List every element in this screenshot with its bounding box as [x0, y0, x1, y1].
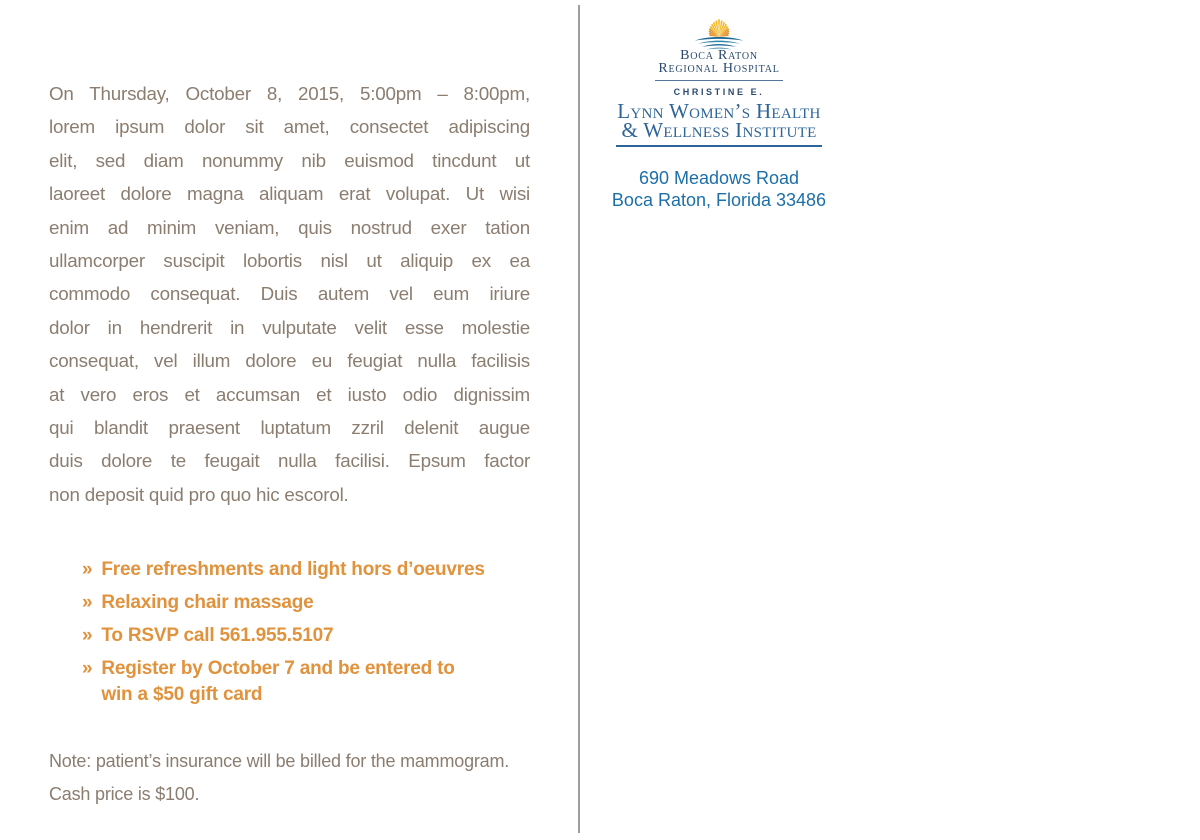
institute-name-line: & Wellness Institute	[621, 118, 817, 142]
message-line: commodo consequat. Duis autem vel eum iriure	[49, 283, 530, 305]
message-line: enim ad minim veniam, quis nostrud exer tation	[49, 216, 530, 238]
message-line: qui blandit praesent luptatum zzril delenit augue	[49, 417, 530, 439]
bullet-item	[82, 590, 485, 616]
logo-subtitle: CHRISTINE E.	[673, 87, 765, 97]
message-line: laoreet dolore magna aliquam erat volupat. Ut wisi	[49, 183, 530, 205]
address-line: Boca Raton, Florida 33486	[611, 189, 827, 210]
wave-shape	[698, 41, 741, 44]
institute-rule	[616, 145, 822, 147]
message-line: elit, sed diam nonummy nib euismod tincdunt ut	[49, 149, 530, 171]
note-text	[49, 745, 569, 811]
hospital-name-line: Boca Raton	[680, 48, 758, 63]
note-line: Cash price is $100.	[49, 784, 200, 804]
bullet-text: Relaxing chair massage	[101, 592, 314, 614]
sun-rays	[708, 19, 729, 36]
note-line: Note: patient’s insurance will be billed for the mammogram.	[49, 751, 510, 771]
divider-line	[578, 5, 580, 833]
message-line: lorem ipsum dolor sit amet, consectet adipiscing	[49, 116, 530, 138]
double-chevron-icon: »	[82, 559, 93, 580]
wave-shape	[702, 44, 737, 47]
hospital-name	[658, 49, 779, 75]
wave-shape	[695, 37, 743, 41]
double-chevron-icon: »	[82, 592, 93, 614]
message-line: non deposit quid pro quo hic escorol.	[49, 483, 349, 505]
bullet-item	[82, 557, 485, 583]
bullet-list	[82, 557, 485, 715]
sunburst-waves-icon	[690, 12, 748, 51]
bullet-text: win a $50 gift card	[101, 683, 263, 705]
address	[612, 168, 826, 211]
bullet-text: Register by October 7 and be entered to	[101, 658, 455, 680]
message-line: On Thursday, October 8, 2015, 5:00pm – 8:00pm,	[49, 83, 530, 104]
institute-name-line: Lynn Women’s Health	[617, 99, 821, 123]
hospital-name-line: Regional Hospital	[658, 61, 780, 76]
hospital-rule	[655, 80, 783, 81]
message-paragraph	[49, 77, 530, 511]
bullet-item	[82, 656, 485, 707]
message-line: dolor in hendrerit in vulputate velit esse molestie	[49, 316, 530, 338]
bullet-text: To RSVP call 561.955.5107	[101, 625, 334, 647]
message-line: ullamcorper suscipit lobortis nisl ut aliquip ex ea	[49, 250, 530, 272]
message-line: consequat, vel illum dolore eu feugiat nulla facilisis	[49, 350, 530, 372]
bullet-text: Free refreshments and light hors d’oeuvres	[101, 559, 485, 580]
double-chevron-icon: »	[82, 625, 93, 647]
message-line: duis dolore te feugait nulla facilisi. Epsum factor	[49, 450, 530, 472]
message-line: at vero eros et accumsan et iusto odio dignissim	[49, 383, 530, 405]
double-chevron-icon: »	[82, 658, 93, 680]
institute-name	[617, 99, 821, 142]
logo-block	[599, 12, 839, 211]
bullet-item	[82, 623, 485, 649]
address-line: 690 Meadows Road	[638, 168, 800, 188]
